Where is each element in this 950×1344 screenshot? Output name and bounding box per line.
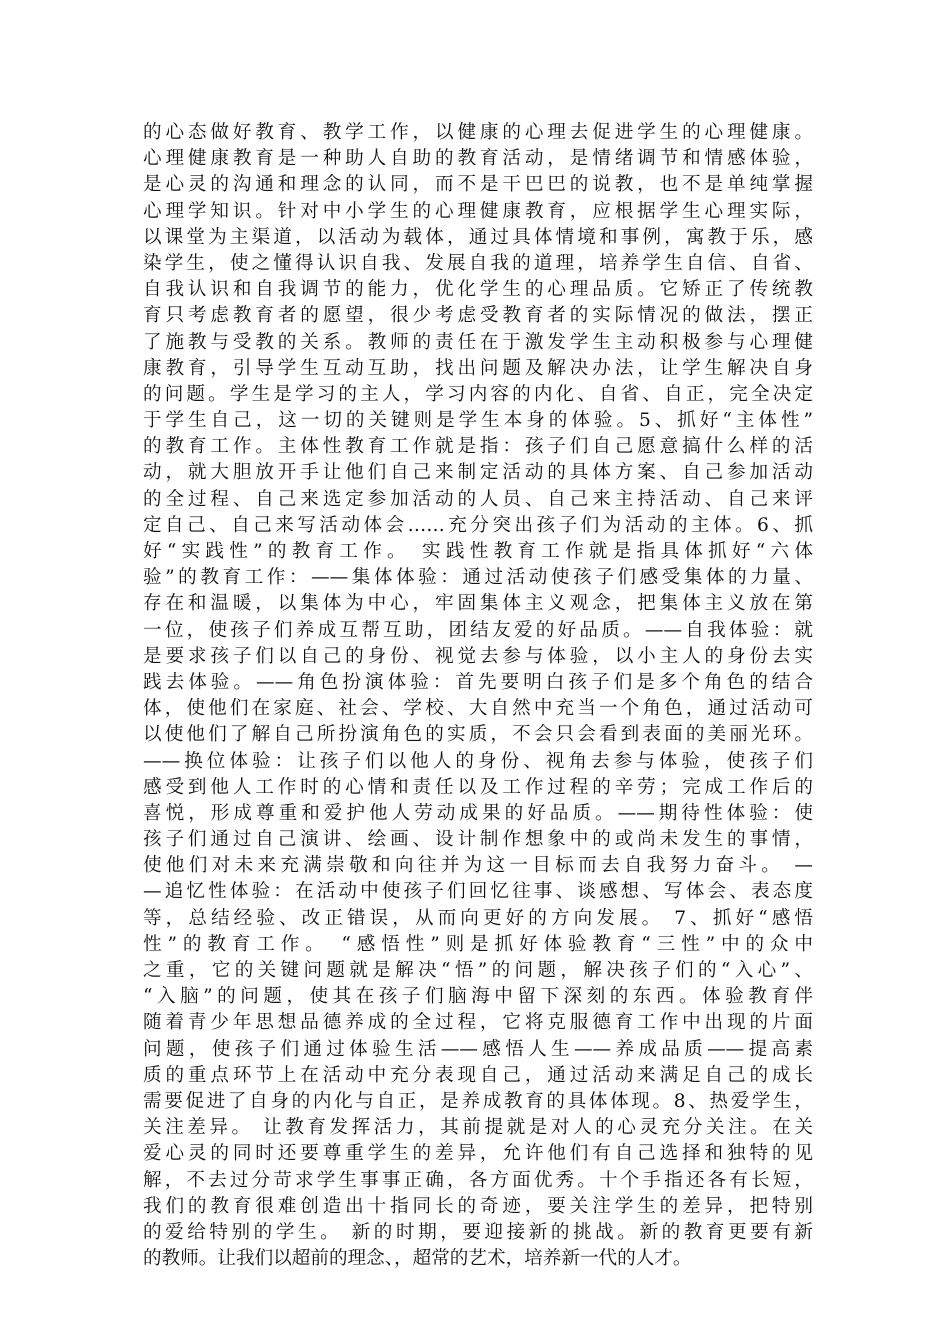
text-line: 染学生，使之懂得认识自我、发展自我的道理，培养学生自信、自省、 [143, 252, 813, 274]
text-line: 心理健康教育是一种助人自助的教育活动，是情绪调节和情感体验， [143, 148, 813, 170]
text-line: 于学生自己，这一切的关键则是学生本身的体验。5、抓好“主体性” [143, 410, 813, 432]
text-line: 是心灵的沟通和理念的认同，而不是干巴巴的说教，也不是单纯掌握 [143, 174, 813, 196]
text-line: 喜悦，形成尊重和爱护他人劳动成果的好品质。——期待性体验：使 [143, 802, 813, 824]
text-line: ——换位体验：让孩子们以他人的身份、视角去参与体验，使孩子们 [143, 750, 813, 772]
text-line: 是要求孩子们以自己的身份、视觉去参与体验，以小主人的身份去实 [143, 645, 813, 667]
text-line: 践去体验。——角色扮演体验：首先要明白孩子们是多个角色的结合 [143, 671, 813, 693]
text-line: 体，使他们在家庭、社会、学校、大自然中充当一个角色，通过活动可 [143, 698, 813, 720]
text-line: 自我认识和自我调节的能力，优化学生的心理品质。它矫正了传统教 [143, 279, 813, 301]
text-line: 了施教与受教的关系。教师的责任在于激发学生主动积极参与心理健 [143, 331, 813, 353]
text-line: 验”的教育工作：——集体体验：通过活动使孩子们感受集体的力量、 [143, 567, 813, 589]
text-line: 随着青少年思想品德养成的全过程，它将克服德育工作中出现的片面 [143, 1012, 813, 1034]
text-line: 好“实践性”的教育工作。 实践性教育工作就是指具体抓好“六体 [143, 541, 813, 562]
text-line: 动，就大胆放开手让他们自己来制定活动的具体方案、自己参加活动 [143, 462, 813, 484]
text-line: 一位，使孩子们养成互帮互助，团结友爱的好品质。——自我体验：就 [143, 619, 813, 641]
text-line: 的教育工作。主体性教育工作就是指：孩子们自己愿意搞什么样的活 [143, 436, 813, 458]
text-line: 康教育，引导学生互动互助，找出问题及解决办法，让学生解决自身 [143, 357, 813, 379]
text-line: 心理学知识。针对中小学生的心理健康教育，应根据学生心理实际， [143, 200, 813, 222]
text-line: 的心态做好教育、教学工作，以健康的心理去促进学生的心理健康。 [143, 122, 813, 143]
text-line: 的教师。让我们以超前的理念、，超常的艺术，培养新一代的人才。 [143, 1248, 692, 1270]
document-page [143, 120, 813, 1272]
text-line: 感受到他人工作时的心情和责任以及工作过程的辛劳；完成工作后的 [143, 776, 813, 798]
text-line: 解，不去过分苛求学生事事正确，各方面优秀。十个手指还各有长短， [143, 1169, 813, 1191]
text-line: 的爱给特别的学生。 新的时期，要迎接新的挑战。新的教育更要有新 [143, 1221, 813, 1243]
text-line: 需要促进了自身的内化与自正，是养成教育的具体体现。8、热爱学生， [143, 1090, 813, 1112]
text-line: —追忆性体验：在活动中使孩子们回忆往事、谈感想、写体会、表态度 [143, 881, 813, 903]
text-line: 问题，使孩子们通过体验生活——感悟人生——养成品质——提高素 [143, 1038, 813, 1060]
text-line: 孩子们通过自己演讲、绘画、设计制作想象中的或尚未发生的事情， [143, 829, 813, 851]
text-line: 以使他们了解自己所扮演角色的实质，不会只会看到表面的美丽光环。 [143, 724, 813, 746]
text-line: 育只考虑教育者的愿望，很少考虑受教育者的实际情况的做法，摆正 [143, 305, 813, 327]
text-line: 以课堂为主渠道，以活动为载体，通过具体情境和事例，寓教于乐，感 [143, 226, 813, 248]
text-line: 质的重点环节上在活动中充分表现自己，通过活动来满足自己的成长 [143, 1064, 813, 1086]
text-line: 关注差异。 让教育发挥活力，其前提就是对人的心灵充分关注。在关 [143, 1117, 813, 1139]
text-line: 使他们对未来充满崇敬和向往并为这一目标而去自我努力奋斗。 — [143, 855, 813, 877]
text-line: 存在和温暖，以集体为中心，牢固集体主义观念，把集体主义放在第 [143, 593, 813, 615]
text-line: 之重，它的关键问题就是解决“悟”的问题，解决孩子们的“入心”、 [143, 960, 813, 981]
text-line: “入脑”的问题，使其在孩子们脑海中留下深刻的东西。体验教育伴 [143, 986, 813, 1008]
text-line: 的全过程、自己来选定参加活动的人员、自己来主持活动、自己来评 [143, 488, 813, 510]
text-line: 我们的教育很难创造出十指同长的奇迹，要关注学生的差异，把特别 [143, 1195, 813, 1217]
text-line: 爱心灵的同时还要尊重学生的差异，允许他们有自己选择和独特的见 [143, 1143, 813, 1165]
text-line: 等，总结经验、改正错误，从而向更好的方向发展。 7、抓好“感悟 [143, 907, 813, 929]
text-line: 性”的教育工作。 “感悟性”则是抓好体验教育“三性”中的众中 [143, 933, 813, 955]
text-line: 的问题。学生是学习的主人，学习内容的内化、自省、自正，完全决定 [143, 383, 813, 405]
text-line: 定自己、自己来写活动体会……充分突出孩子们为活动的主体。6、抓 [143, 514, 813, 536]
